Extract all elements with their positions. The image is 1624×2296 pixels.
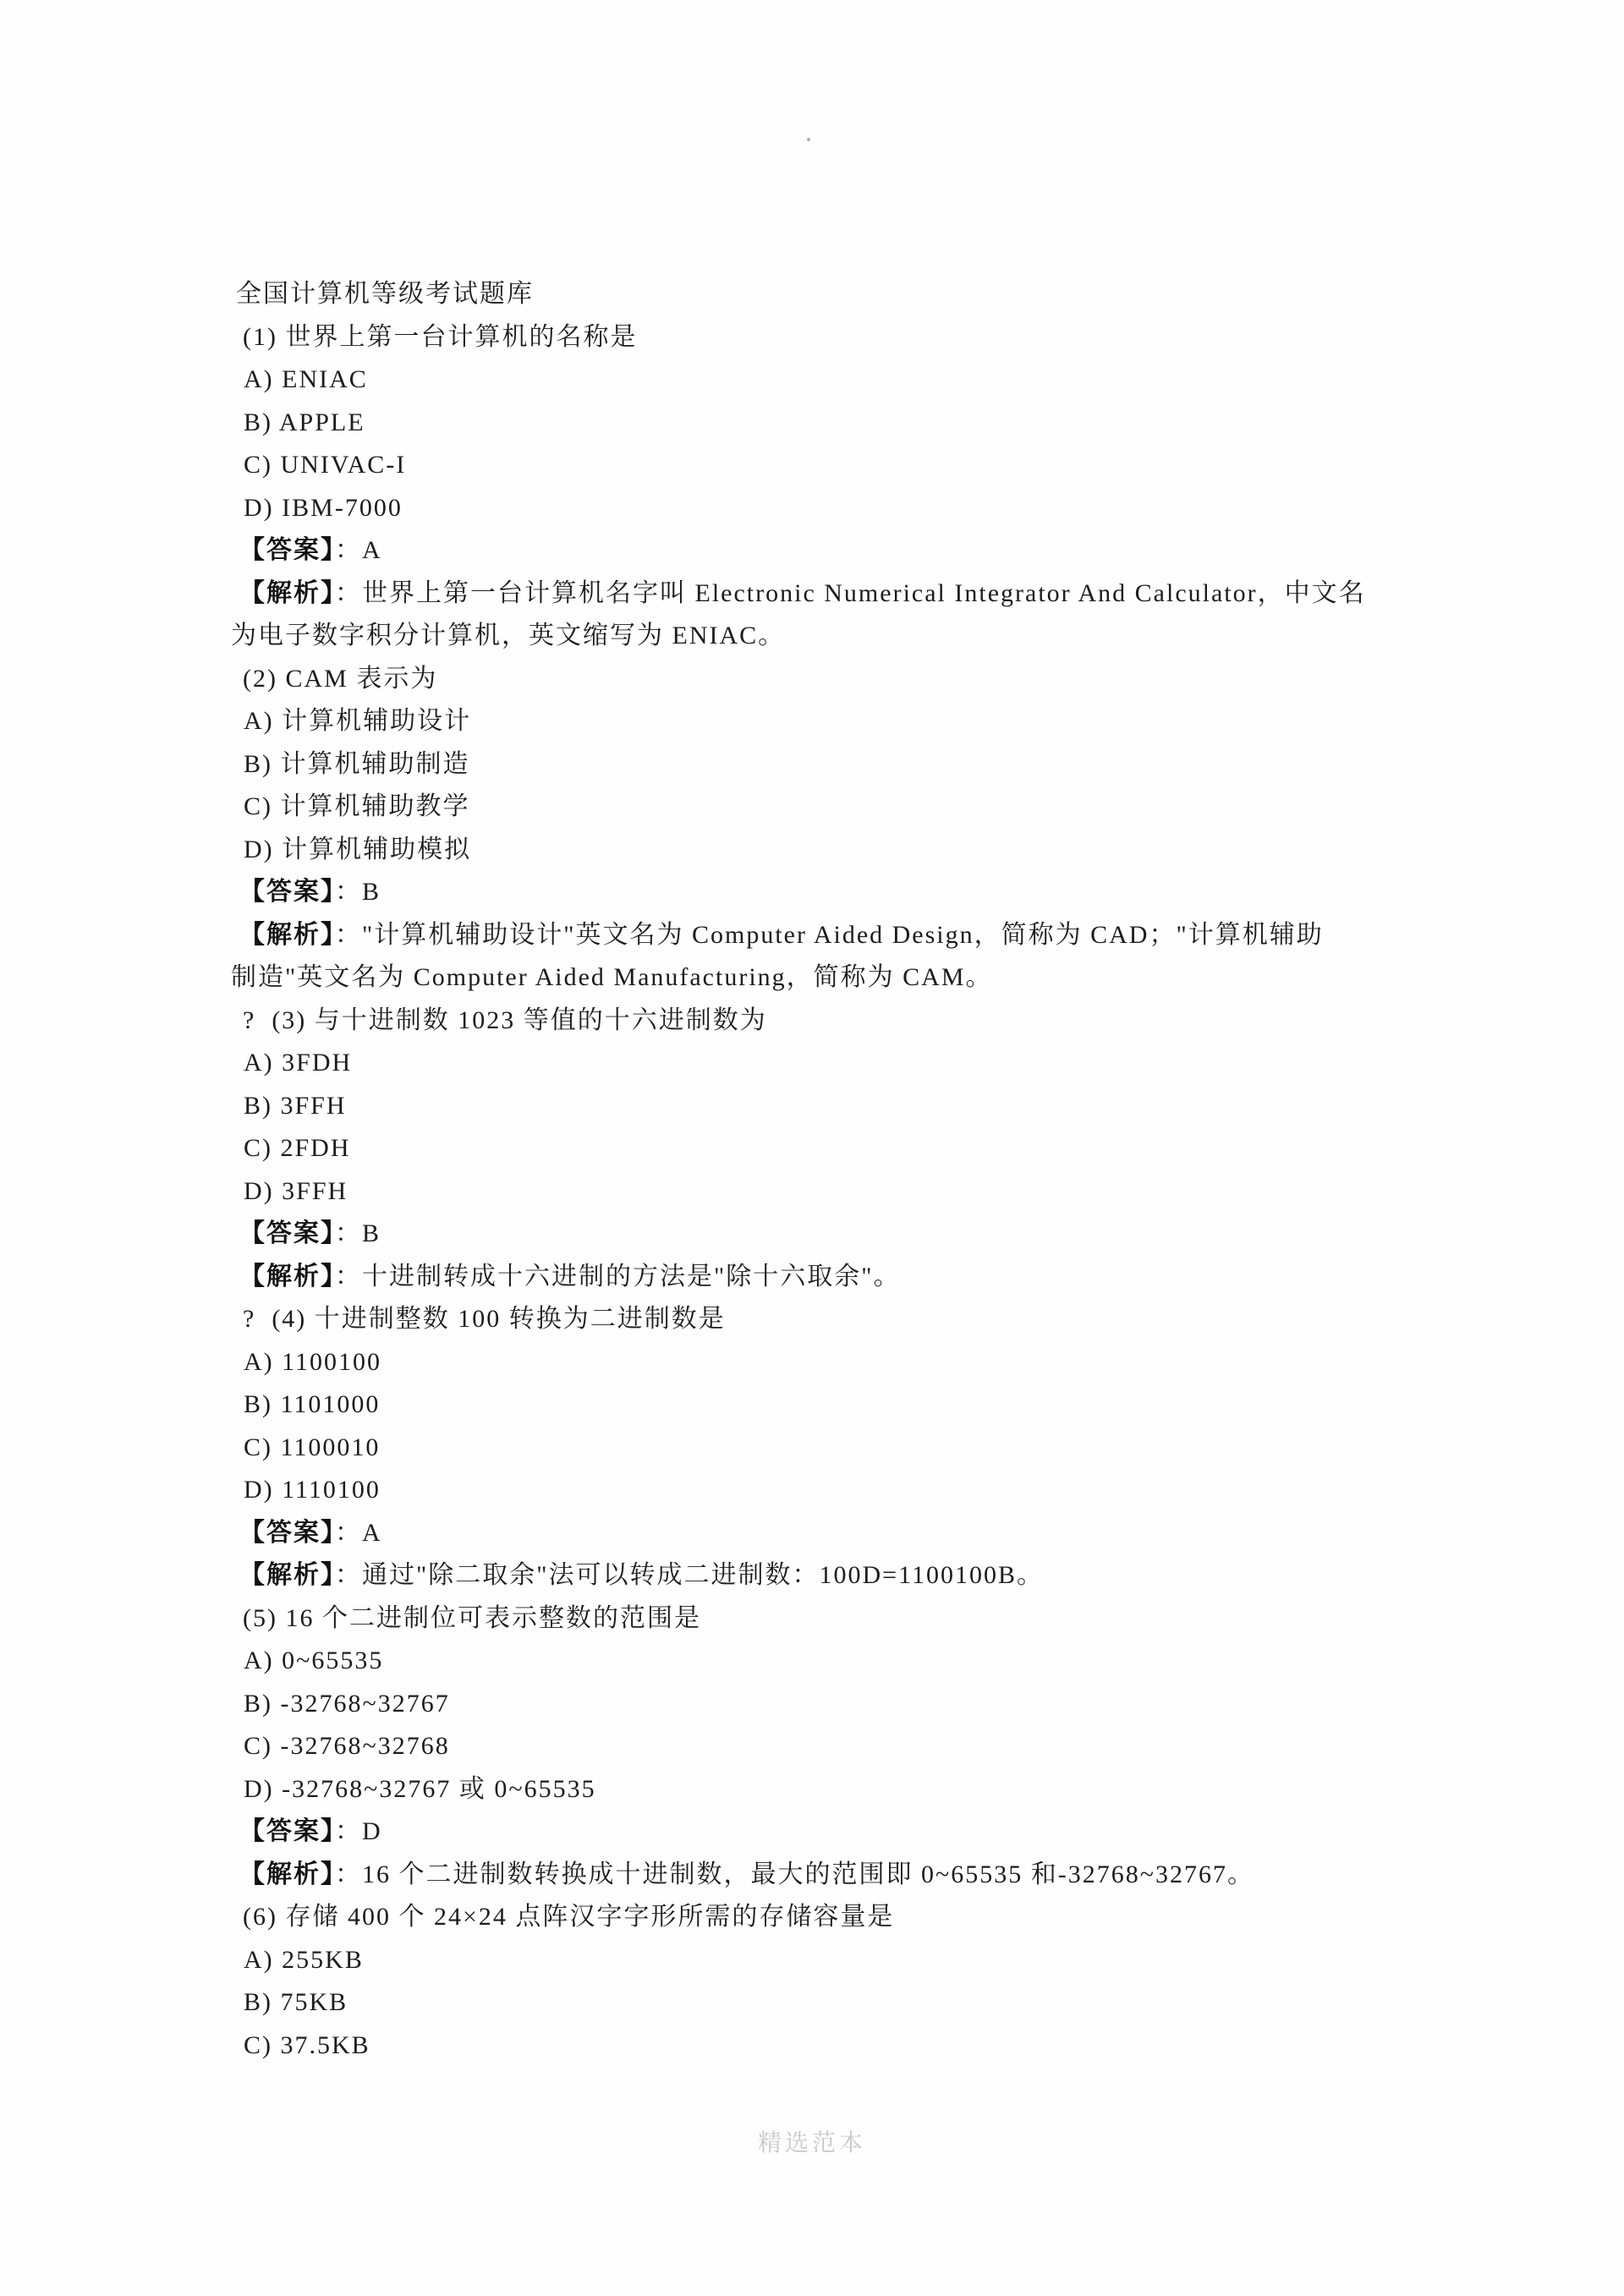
answer-line bbox=[231, 1256, 1432, 1299]
option-line: D) IBM-7000 bbox=[244, 493, 403, 522]
question-line: (1) 世界上第一台计算机的名称是 bbox=[243, 322, 638, 351]
option-line: A) 0~65535 bbox=[244, 1647, 384, 1674]
answer-line bbox=[231, 1854, 1432, 1897]
answer-text: ：十进制转成十六进制的方法是"除十六取余"。 bbox=[335, 1262, 901, 1290]
answer-label: 【解析】 bbox=[239, 578, 335, 607]
answer-line bbox=[231, 1554, 1432, 1597]
answer-text: ：通过"除二取余"法可以转成二进制数：100D=1100100B。 bbox=[335, 1561, 1044, 1589]
option-line: C) 计算机辅助教学 bbox=[244, 792, 470, 820]
answer-line bbox=[231, 914, 1432, 957]
answer-label: 【解析】 bbox=[239, 1860, 335, 1888]
footer-watermark bbox=[0, 2124, 1624, 2158]
answer-line bbox=[231, 1213, 1432, 1256]
cont-line: 为电子数字积分计算机，英文缩写为 ENIAC。 bbox=[231, 622, 786, 649]
title-line: 全国计算机等级考试题库 bbox=[236, 280, 534, 308]
option-line: A) 255KB bbox=[244, 1945, 364, 1974]
answer-line bbox=[231, 529, 1432, 573]
option-line: C) 1100010 bbox=[244, 1433, 381, 1461]
answer-text: ："计算机辅助设计"英文名为 Computer Aided Design，简称为 CAD；"计算机辅助 bbox=[335, 920, 1324, 949]
answer-label: 【解析】 bbox=[239, 1262, 335, 1290]
answer-text: ：A bbox=[335, 536, 382, 564]
answer-label: 【答案】 bbox=[239, 878, 335, 906]
option-line: C) -32768~32768 bbox=[244, 1732, 450, 1760]
answer-label: 【答案】 bbox=[239, 536, 335, 564]
option-line: A) 1100100 bbox=[244, 1347, 382, 1376]
footer-text: 精选范本 bbox=[757, 2130, 866, 2156]
option-line: B) 75KB bbox=[244, 1988, 348, 2016]
question-line: (5) 16 个二进制位可表示整数的范围是 bbox=[243, 1603, 701, 1632]
answer-label: 【答案】 bbox=[239, 1219, 335, 1247]
answer-line bbox=[231, 1512, 1432, 1555]
answer-text: ：世界上第一台计算机名字叫 Electronic Numerical Integrator And Calculator，中文名 bbox=[335, 578, 1366, 607]
option-line: D) 1110100 bbox=[244, 1476, 381, 1504]
answer-text: ：D bbox=[335, 1817, 382, 1845]
answer-label: 【答案】 bbox=[239, 1518, 335, 1547]
answer-text: ：A bbox=[335, 1518, 382, 1547]
option-line: B) APPLE bbox=[244, 408, 365, 436]
option-line: B) 1101000 bbox=[244, 1390, 381, 1418]
question-line: ? (3) 与十进制数 1023 等值的十六进制数为 bbox=[243, 1006, 767, 1034]
answer-line bbox=[231, 871, 1432, 914]
answer-line bbox=[231, 1811, 1432, 1854]
option-line: B) 3FFH bbox=[244, 1091, 347, 1120]
question-line: (6) 存储 400 个 24×24 点阵汉字字形所需的存储容量是 bbox=[243, 1903, 895, 1931]
question-line: (2) CAM 表示为 bbox=[243, 664, 438, 693]
option-line: C) UNIVAC-I bbox=[244, 451, 407, 479]
option-line: C) 2FDH bbox=[244, 1134, 351, 1162]
option-line: A) ENIAC bbox=[244, 365, 368, 393]
option-line: B) 计算机辅助制造 bbox=[244, 749, 470, 778]
answer-text: ：16 个二进制数转换成十进制数，最大的范围即 0~65535 和-32768~32767。 bbox=[335, 1860, 1254, 1888]
option-line: C) 37.5KB bbox=[244, 2030, 370, 2059]
answer-label: 【答案】 bbox=[239, 1817, 335, 1845]
answer-text: ：B bbox=[335, 1219, 381, 1247]
option-line: D) 3FFH bbox=[244, 1176, 348, 1205]
document-content bbox=[231, 273, 1432, 2067]
option-line: D) 计算机辅助模拟 bbox=[244, 835, 472, 863]
answer-label: 【解析】 bbox=[239, 1561, 335, 1589]
stray-dot-artifact bbox=[807, 138, 810, 141]
option-line: D) -32768~32767 或 0~65535 bbox=[244, 1774, 596, 1803]
option-line: B) -32768~32767 bbox=[244, 1689, 450, 1718]
answer-line bbox=[231, 573, 1432, 616]
option-line: A) 3FDH bbox=[244, 1049, 353, 1077]
answer-label: 【解析】 bbox=[239, 920, 335, 949]
cont-line: 制造"英文名为 Computer Aided Manufacturing，简称为 CAM。 bbox=[231, 963, 993, 991]
answer-text: ：B bbox=[335, 878, 381, 906]
option-line: A) 计算机辅助设计 bbox=[244, 707, 472, 735]
question-line: ? (4) 十进制整数 100 转换为二进制数是 bbox=[243, 1305, 726, 1333]
